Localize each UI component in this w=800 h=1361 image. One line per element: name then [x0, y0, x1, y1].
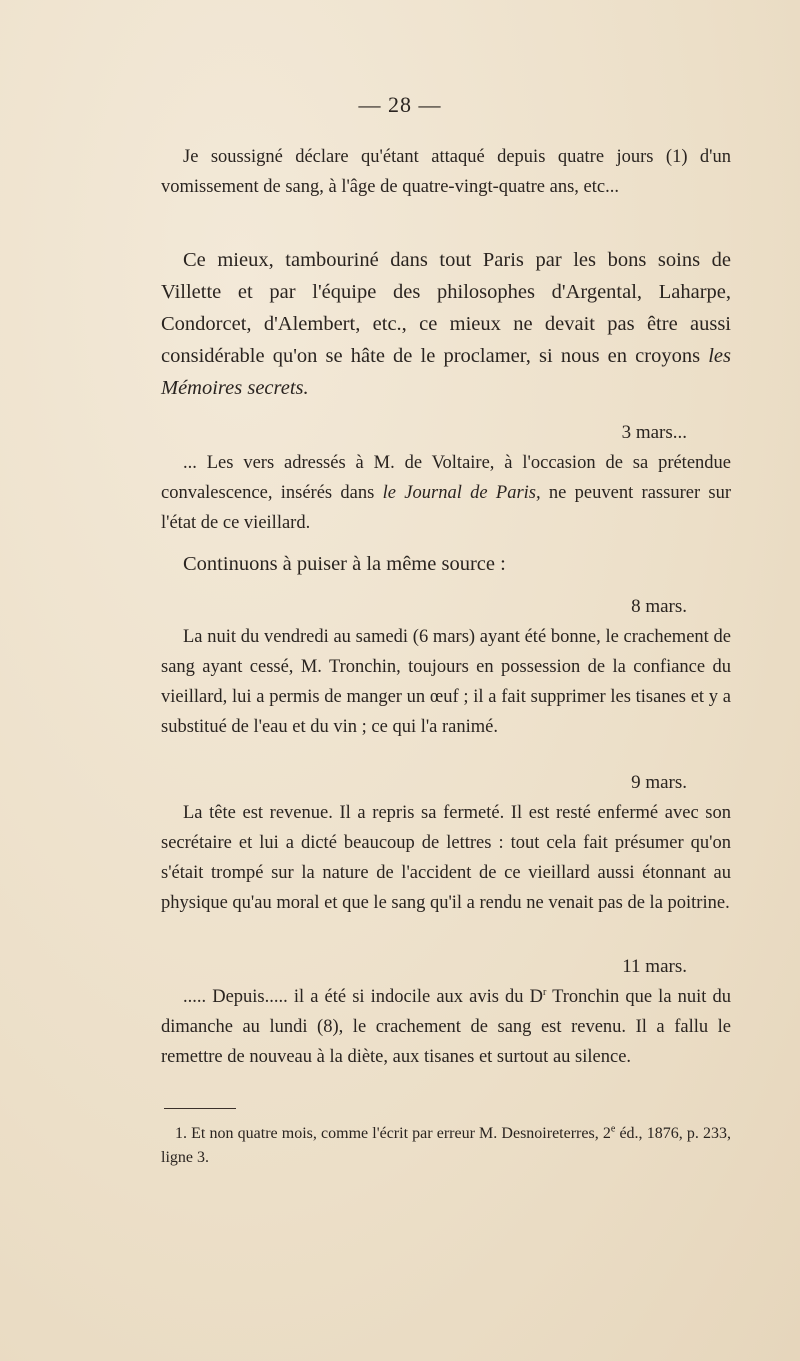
paragraph-depuis-text-b: Tronchin que la nuit du dimanche au lundi (8), le crachement de sang est revenu. Il a fallu le remettre de nouveau à la diète, aux tisanes et surtout au silence. — [161, 987, 731, 1067]
paragraph-depuis-text-a: ..... Depuis..... il a été si indocile aux avis du D — [183, 987, 543, 1007]
footnote-divider — [164, 1108, 236, 1109]
paragraph-tete: La tête est revenue. Il a repris sa fermeté. Il est resté enfermé avec son secrétaire et lui a dicté beaucoup de lettres : tout cela fait présumer qu'on s'était trompé sur la nature de l'accident de ce vieillard aussi étonnant au physique qu'au moral et que le sang qu'il a rendu ne venait pas de la poitrine. — [161, 803, 731, 913]
footnote-text-b: éd., 1876, p. 233, ligne 3. — [161, 1125, 731, 1166]
footnote-text-a: 1. Et non quatre mois, comme l'écrit par erreur M. Desnoireterres, 2 — [175, 1125, 611, 1142]
entry-11-mars — [161, 952, 731, 1072]
date-3-mars: 3 mars... — [621, 422, 687, 443]
date-9-mars: 9 mars. — [631, 772, 687, 793]
paragraph-quote: Je soussigné déclare qu'étant attaqué depuis quatre jours (1) d'un vomissement de sang, à l'âge de quatre-vingt-quatre ans, etc... — [161, 147, 731, 197]
main-text — [161, 142, 731, 202]
entry-9-mars — [161, 768, 731, 918]
paragraph-mieux-text: Ce mieux, tambouriné dans tout Paris par les bons soins de Villette et par l'équipe des philosophes d'Argental, Laharpe, Condorcet, d'Alembert, etc., ce mieux ne devait pas être aussi considérable qu'on se hâte de le proclamer, si nous en croyons — [161, 249, 731, 367]
paragraph-vers — [161, 448, 731, 538]
docteur-superscript: r — [543, 986, 547, 998]
entry-8-mars — [161, 592, 731, 742]
date-11-mars: 11 mars. — [622, 956, 687, 977]
page-number: — 28 — — [358, 92, 442, 117]
entry-3-mars — [161, 418, 731, 538]
journal-de-paris-title: le Journal de Paris, — [382, 483, 541, 503]
paragraph-nuit: La nuit du vendredi au samedi (6 mars) ayant été bonne, le crachement de sang ayant cessé, M. Tronchin, toujours en possession de la confiance du vieillard, lui a permis de manger un œuf ; il a fait supprimer les tisanes et y a substitué de l'eau et du vin ; ce qui l'a ranimé. — [161, 627, 731, 737]
paragraph-continuons: Continuons à puiser à la même source : — [183, 553, 506, 575]
date-8-mars: 8 mars. — [631, 596, 687, 617]
edition-superscript: e — [610, 1123, 616, 1135]
footnote — [161, 1122, 731, 1170]
memoires-secrets-title: les Mémoires secrets. — [161, 345, 731, 399]
transition — [161, 548, 731, 580]
paragraph-depuis — [161, 982, 731, 1072]
paragraph-vers-text-b: ne peuvent rassurer sur l'état de ce vieillard. — [161, 483, 732, 533]
main-text-2 — [161, 244, 731, 404]
paragraph-vers-text-a: ... Les vers adressés à M. de Voltaire, à l'occasion de sa prétendue convalescence, insérés dans — [161, 453, 731, 503]
paragraph-mieux — [161, 244, 731, 404]
